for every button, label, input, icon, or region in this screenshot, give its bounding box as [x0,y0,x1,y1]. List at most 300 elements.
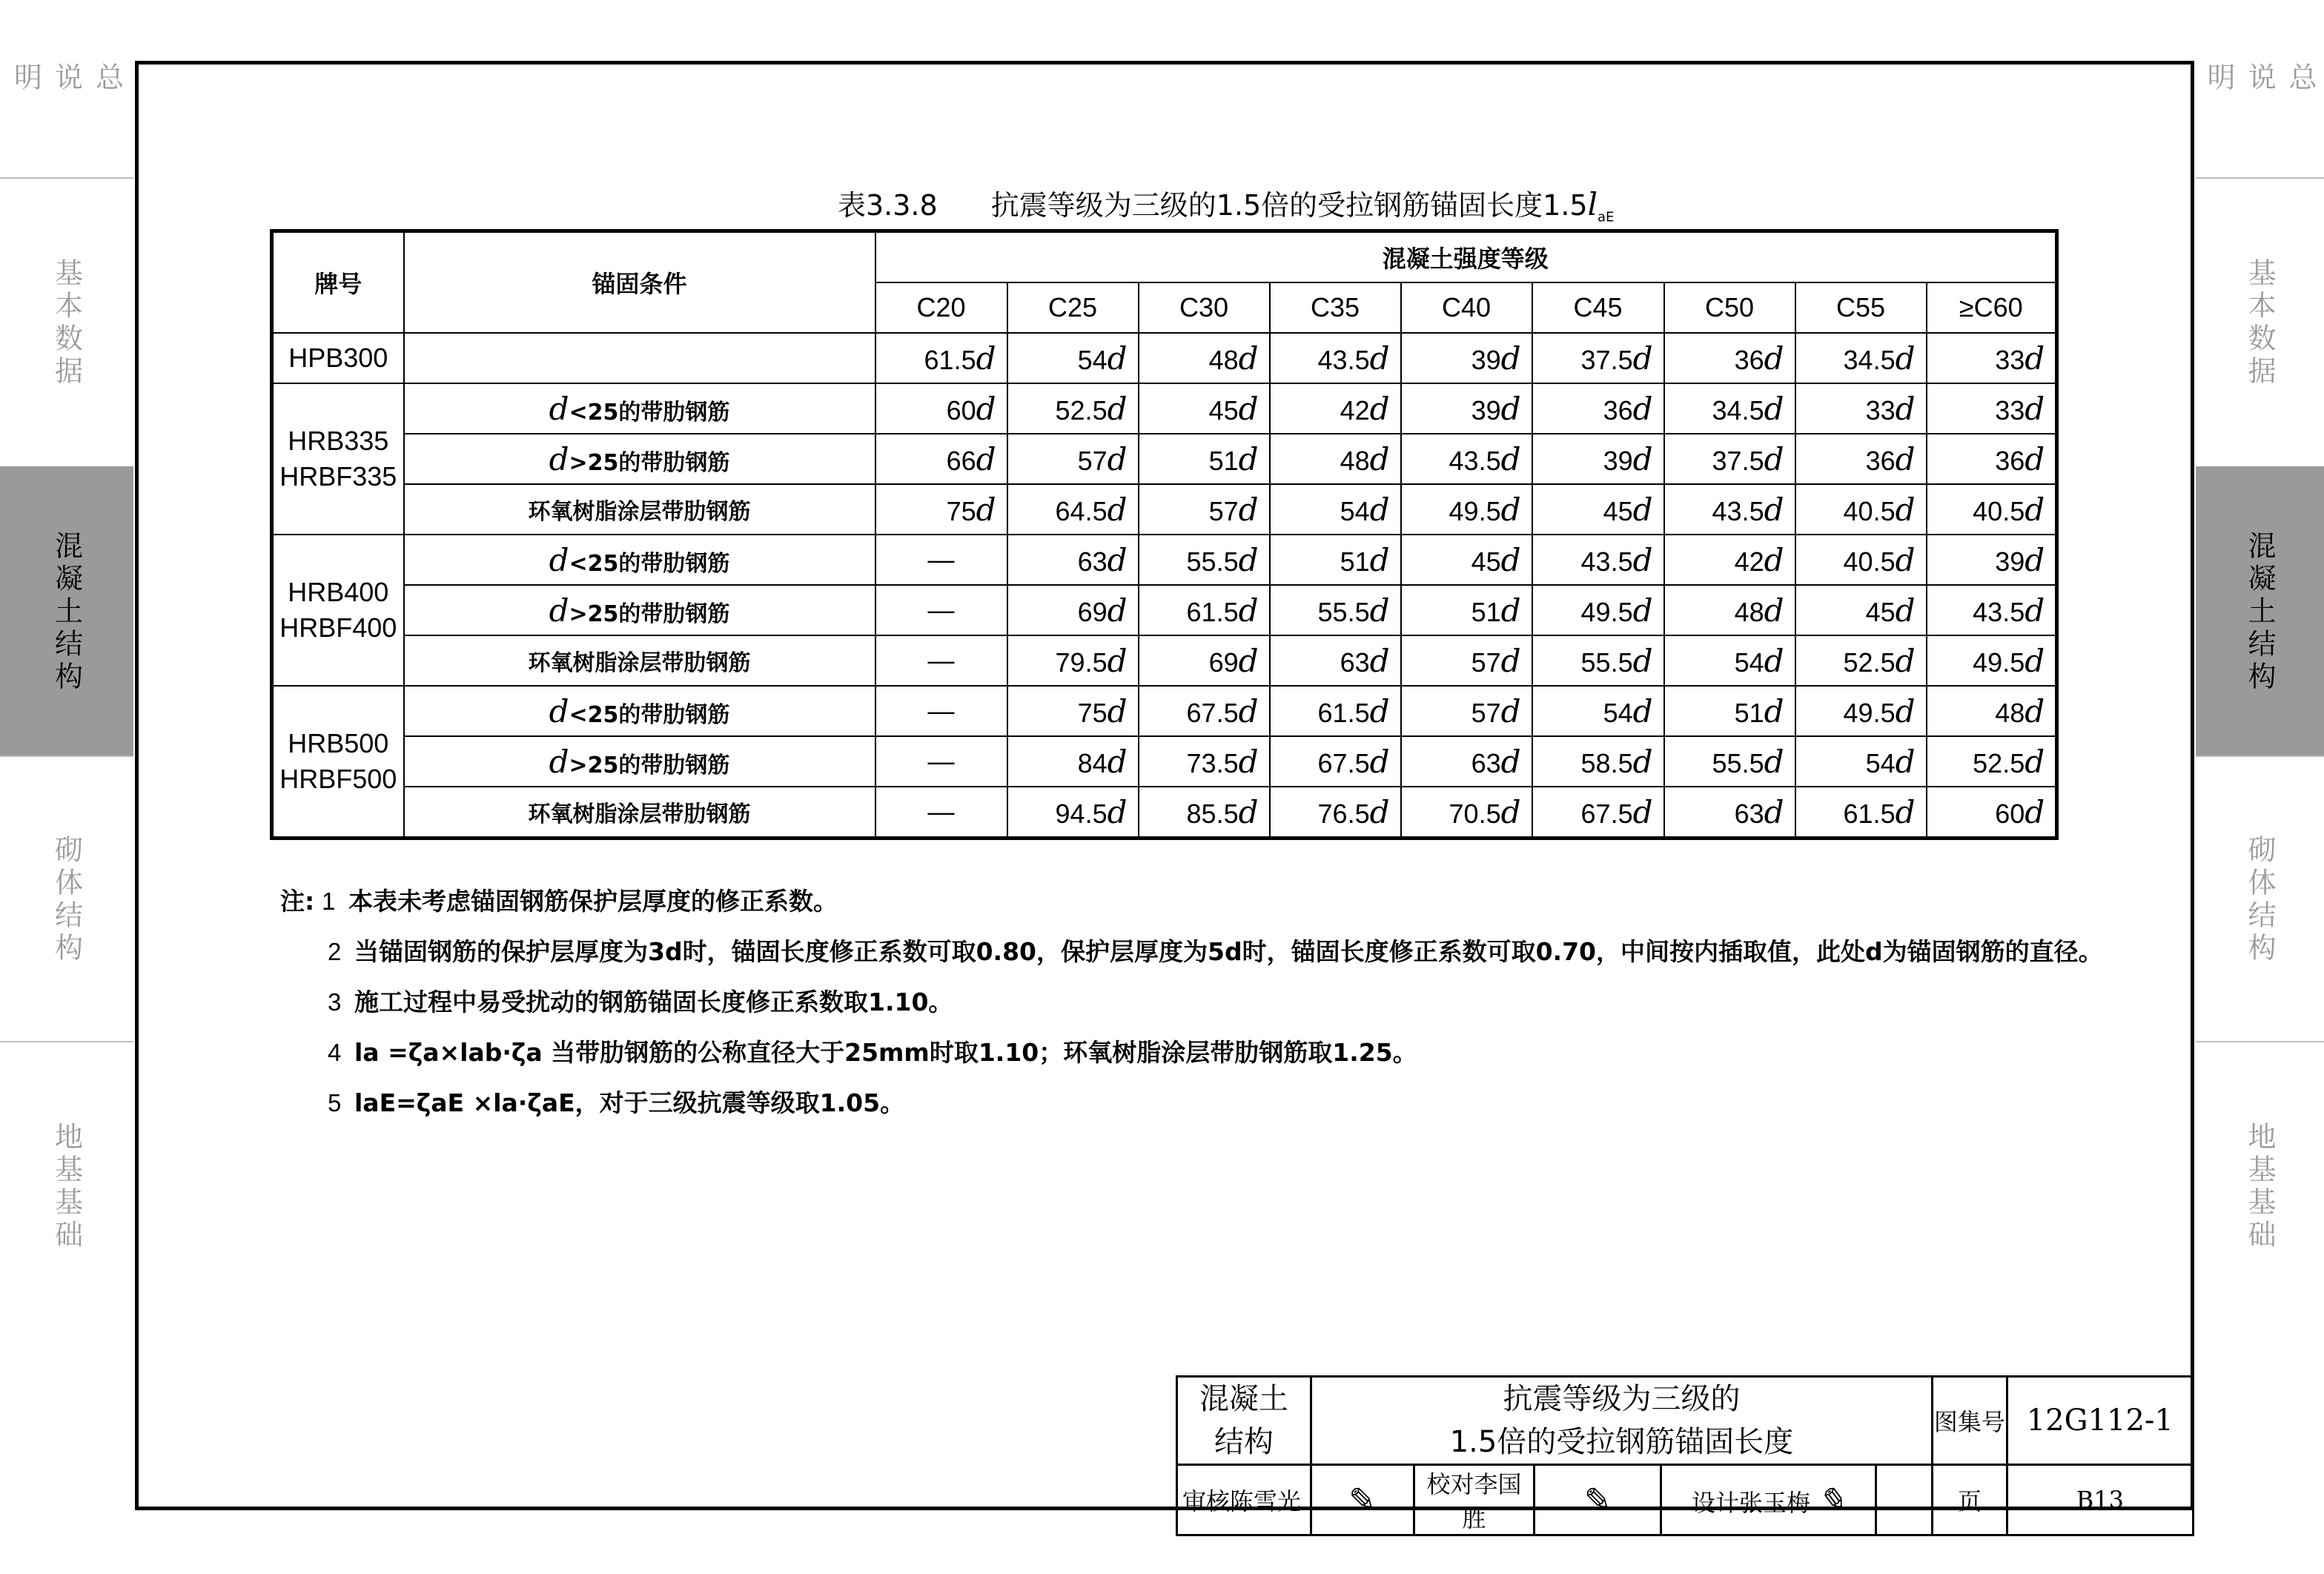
value-number: 34.5 [1843,344,1896,375]
value-cell [1927,635,2057,686]
value-unit: d [1238,592,1259,629]
value-cell [1664,383,1795,434]
value-unit: d [1632,541,1653,578]
value-unit: d [1107,692,1128,730]
value-unit: d [1238,793,1259,830]
value-number: 49.5 [1973,647,2025,678]
value-cell [1139,787,1270,839]
value-cell [1007,736,1139,787]
side-right-tab-3[interactable]: 混凝土结构 [2196,466,2324,757]
value-unit: d [1764,592,1784,629]
value-number: 43.5 [1973,596,2025,627]
value-unit: d [1238,440,1259,477]
value-number: 67.5 [1580,798,1633,829]
grade-header: 牌号 [272,231,404,334]
value-cell [1139,535,1270,585]
value-unit: d [1500,340,1521,377]
table-row [272,434,2057,484]
value-cell [1664,787,1795,839]
table-row [272,585,2057,635]
value-unit: d [1632,440,1653,477]
value-cell [1401,484,1532,535]
value-cell [1139,333,1270,383]
value-unit: d [1632,592,1653,629]
value-number: 60 [946,394,976,426]
value-number: 40.5 [1843,495,1896,526]
value-cell [1401,383,1532,434]
anchorage-condition [404,736,875,787]
strength-grade-3: C35 [1270,282,1401,333]
value-cell [1795,635,1927,686]
value-unit: d [1369,340,1390,377]
value-unit: d [1895,390,1916,427]
value-cell [1270,585,1401,635]
value-number: 39 [1471,394,1501,426]
anchorage-condition: 环氧树脂涂层带肋钢筋 [404,635,875,686]
value-cell [1795,333,1927,383]
value-unit: d [1500,793,1521,830]
side-left-tab-3[interactable]: 混凝土结构 [0,466,133,757]
strength-grade-7: C55 [1795,282,1927,333]
value-unit: d [1764,793,1784,830]
value-cell [1007,383,1139,434]
value-unit: d [1764,340,1784,377]
value-number: 45 [1865,596,1896,627]
value-unit: d [1369,491,1390,528]
value-number: 85.5 [1186,798,1239,829]
title-block [1176,1375,2194,1536]
value-number: 60 [1995,798,2025,829]
value-cell [875,383,1007,434]
value-number: 55.5 [1186,546,1239,577]
anchorage-symbol: l [1587,186,1598,222]
value-number: 43.5 [1317,344,1370,375]
value-cell [1927,333,2057,383]
note-text: 本表未考虑锚固钢筋保护层厚度的修正系数。 [348,887,838,916]
value-unit: d [1238,340,1259,377]
value-cell [1664,333,1795,383]
dash: — [927,645,955,675]
side-left-tab-1[interactable]: 总说明 [9,62,124,123]
tb-check-name: 李国胜 [1462,1470,1522,1532]
anchorage-symbol-sub: aE [1598,209,1615,225]
tb-check [1414,1465,1535,1535]
value-unit: d [1895,642,1916,679]
value-cell [1401,686,1532,736]
value-cell [1270,686,1401,736]
value-unit: d [1107,440,1128,477]
tb-design-signature: ✎ [1818,1481,1846,1519]
table-row [272,383,2057,434]
value-unit: d [2025,491,2045,528]
value-number: 51 [1734,697,1764,728]
tb-review-label: 审核 [1182,1487,1231,1515]
value-number: 58.5 [1580,747,1633,778]
value-number: 57 [1471,697,1501,728]
strength-header: 混凝土强度等级 [875,231,2057,283]
value-cell [1007,484,1139,535]
value-unit: d [2025,390,2045,427]
table-row [272,736,2057,787]
anchorage-condition [404,383,875,434]
value-number: 55.5 [1712,747,1764,778]
value-cell [1401,535,1532,585]
value-unit: d [1500,390,1521,427]
value-cell [1927,484,2057,535]
value-number: 45 [1471,546,1501,577]
value-number: 43.5 [1449,445,1501,476]
value-unit: d [1107,541,1128,578]
value-cell-empty [875,635,1007,686]
value-cell [1795,736,1927,787]
tb-page-label: 页 [1933,1465,2007,1535]
value-number: 36 [1995,445,2025,476]
value-number: 33 [1865,394,1896,426]
value-cell [1401,635,1532,686]
value-unit: d [2025,440,2045,477]
table-row [272,686,2057,736]
value-unit: d [1238,743,1259,780]
value-number: 52.5 [1055,394,1108,426]
value-number: 49.5 [1843,697,1896,728]
value-cell [1270,736,1401,787]
value-cell [1007,635,1139,686]
steel-grade: HRB500 HRBF500 [272,686,404,839]
value-cell [1139,686,1270,736]
value-cell-empty [875,585,1007,635]
anchorage-condition: 环氧树脂涂层带肋钢筋 [404,787,875,839]
value-number: 57 [1471,647,1501,678]
value-cell [1401,434,1532,484]
value-cell [1139,484,1270,535]
anchorage-length-table [270,229,2059,840]
value-cell [1532,585,1664,635]
value-number: 55.5 [1317,596,1370,627]
value-number: 34.5 [1712,394,1764,426]
value-cell [1007,686,1139,736]
value-number: 42 [1340,394,1370,426]
value-cell [1401,736,1532,787]
value-cell [1139,383,1270,434]
value-number: 66 [946,445,976,476]
value-cell [1139,585,1270,635]
strength-grade-6: C50 [1664,282,1795,333]
value-unit: d [1632,390,1653,427]
note-item [328,1084,904,1119]
value-cell [1795,787,1927,839]
notes-prefix: 注: [280,887,315,916]
note-item [322,882,838,917]
side-right-tab-5[interactable]: 地基基础 [2196,1041,2324,1332]
value-number: 57 [1077,445,1108,476]
value-number: 67.5 [1317,747,1370,778]
value-unit: d [2025,793,2045,830]
value-unit: d [1500,541,1521,578]
value-number: 54 [1603,697,1633,728]
value-number: 49.5 [1580,596,1633,627]
value-cell-empty [875,787,1007,839]
value-number: 67.5 [1186,697,1239,728]
value-unit: d [1107,390,1128,427]
value-unit: d [1895,743,1916,780]
dash: — [927,595,955,625]
value-unit: d [1369,440,1390,477]
tb-design-label: 设计 [1691,1488,1739,1517]
value-number: 63 [1340,647,1370,678]
value-cell [1270,535,1401,585]
value-cell [1927,686,2057,736]
value-unit: d [1764,743,1784,780]
value-number: 42 [1734,546,1764,577]
value-cell [1007,585,1139,635]
note-number: 4 [328,1039,342,1066]
side-right-tab-2[interactable]: 基本数据 [2196,177,2324,468]
value-number: 75 [946,495,976,526]
value-number: 39 [1471,344,1501,375]
value-unit: d [1107,793,1128,830]
value-cell [1270,787,1401,839]
note-number: 1 [322,887,336,915]
note-number: 5 [328,1089,342,1117]
value-unit: d [1632,642,1653,679]
tb-design-name: 张玉梅 [1738,1488,1810,1517]
strength-grade-1: C25 [1007,282,1139,333]
value-number: 54 [1734,647,1764,678]
value-unit: d [1238,692,1259,730]
diameter-symbol: d [549,592,569,629]
value-number: 70.5 [1449,798,1501,829]
value-number: 61.5 [924,344,976,375]
value-number: 36 [1865,445,1896,476]
value-unit: d [1369,743,1390,780]
strength-grade-4: C40 [1401,282,1532,333]
tb-page-no: B13 [2007,1465,2193,1535]
value-number: 48 [1340,445,1370,476]
value-cell [1270,434,1401,484]
value-cell [1139,736,1270,787]
tb-check-label: 校对 [1426,1470,1474,1498]
value-unit: d [976,390,996,427]
value-unit: d [1895,491,1916,528]
strength-grade-5: C45 [1532,282,1664,333]
value-cell [1007,333,1139,383]
value-number: 51 [1471,596,1501,627]
condition-text: >25的带肋钢筋 [569,752,730,778]
side-left-tab-4[interactable]: 砌体结构 [0,755,133,1042]
value-cell [1532,635,1664,686]
value-unit: d [2025,592,2045,629]
note-text: laE=ζaE ×la·ζaE，对于三级抗震等级取1.05。 [354,1088,905,1117]
value-cell [1927,585,2057,635]
value-number: 33 [1995,344,2025,375]
value-unit: d [1764,642,1784,679]
value-number: 36 [1734,344,1764,375]
value-cell [1795,383,1927,434]
value-cell [1532,484,1664,535]
note-item [328,933,2103,968]
value-number: 75 [1077,697,1108,728]
value-number: 69 [1208,647,1239,678]
value-cell [875,333,1007,383]
tb-drawing-title [1311,1377,1932,1465]
value-unit: d [2025,692,2045,730]
value-number: 40.5 [1843,546,1896,577]
steel-grade: HRB400 HRBF400 [272,535,404,686]
value-number: 37.5 [1712,445,1764,476]
value-number: 39 [1995,546,2025,577]
value-cell [1532,736,1664,787]
dash: — [927,796,955,827]
value-number: 49.5 [1449,495,1501,526]
side-left-tab-5[interactable]: 地基基础 [0,1041,133,1332]
value-cell-empty [875,686,1007,736]
tb-spacer [1876,1465,1932,1535]
value-number: 52.5 [1843,647,1896,678]
value-number: 79.5 [1055,647,1108,678]
value-number: 45 [1603,495,1633,526]
value-number: 48 [1995,697,2025,728]
value-unit: d [1500,592,1521,629]
value-number: 40.5 [1973,495,2025,526]
value-unit: d [1895,340,1916,377]
value-number: 61.5 [1317,697,1370,728]
table-row [272,635,2057,686]
value-cell [1139,434,1270,484]
value-cell [875,434,1007,484]
value-unit: d [1500,692,1521,730]
value-cell [1270,484,1401,535]
value-unit: d [1764,692,1784,730]
value-unit: d [1238,642,1259,679]
value-unit: d [1500,743,1521,780]
tb-category-line-1: 混凝土 [1199,1382,1288,1416]
value-unit: d [1764,440,1784,477]
value-number: 63 [1077,546,1108,577]
value-number: 48 [1208,344,1239,375]
table-title [838,182,1614,225]
value-unit: d [1764,390,1784,427]
tb-review-signature: ✎ [1311,1465,1414,1535]
note-text: la =ζa×lab·ζa 当带肋钢筋的公称直径大于25mm时取1.10；环氧树脂涂层带肋钢筋取1.25。 [354,1038,1417,1067]
anchorage-condition: 环氧树脂涂层带肋钢筋 [404,484,875,535]
tb-atlas-label: 图集号 [1933,1377,2007,1465]
value-cell [1007,535,1139,585]
anchorage-condition [404,434,875,484]
steel-grade: HPB300 [272,333,404,383]
diameter-symbol: d [549,440,569,477]
value-unit: d [1107,340,1128,377]
value-number: 54 [1865,747,1896,778]
condition-text: >25的带肋钢筋 [569,449,730,476]
value-unit: d [976,440,996,477]
value-cell [1532,333,1664,383]
value-unit: d [1369,642,1390,679]
value-cell [1401,333,1532,383]
condition-text: <25的带肋钢筋 [569,550,730,577]
value-number: 45 [1208,394,1239,426]
side-right-tab-1[interactable]: 总说明 [2202,62,2317,123]
value-number: 63 [1734,798,1764,829]
value-cell [1532,434,1664,484]
note-number: 3 [328,988,342,1016]
value-cell [1401,585,1532,635]
value-cell [1532,535,1664,585]
value-cell [1664,635,1795,686]
value-unit: d [1238,491,1259,528]
value-number: 48 [1734,596,1764,627]
value-number: 43.5 [1712,495,1764,526]
value-number: 84 [1077,747,1108,778]
value-cell [1532,383,1664,434]
value-cell [1007,434,1139,484]
value-number: 52.5 [1973,747,2025,778]
value-number: 39 [1603,445,1633,476]
diameter-symbol: d [549,743,569,780]
value-cell [875,484,1007,535]
value-unit: d [2025,642,2045,679]
value-unit: d [1895,692,1916,730]
table-row [272,787,2057,839]
condition-text: >25的带肋钢筋 [569,601,730,627]
strength-grade-2: C30 [1139,282,1270,333]
table-number: 表3.3.8 [838,189,938,222]
value-number: 61.5 [1186,596,1239,627]
value-number: 69 [1077,596,1108,627]
anchorage-condition [404,535,875,585]
value-unit: d [1764,541,1784,578]
note-item [328,983,953,1018]
value-number: 43.5 [1580,546,1633,577]
value-unit: d [1107,592,1128,629]
strength-grade-0: C20 [875,282,1007,333]
value-number: 94.5 [1055,798,1108,829]
value-cell [1664,484,1795,535]
value-cell [1270,333,1401,383]
value-unit: d [2025,340,2045,377]
steel-grade: HRB335 HRBF335 [272,383,404,535]
tb-check-signature: ✎ [1535,1465,1661,1535]
note-item [328,1034,1417,1068]
value-unit: d [1632,340,1653,377]
value-unit: d [1632,491,1653,528]
value-cell [1664,736,1795,787]
value-unit: d [976,340,996,377]
side-right-tab-4[interactable]: 砌体结构 [2196,755,2324,1042]
value-unit: d [1369,692,1390,730]
value-number: 36 [1603,394,1633,426]
value-number: 33 [1995,394,2025,426]
value-number: 54 [1077,344,1108,375]
tb-review-name: 陈雪光 [1230,1487,1302,1515]
side-left-tab-2[interactable]: 基本数据 [0,177,133,468]
tb-review [1177,1465,1311,1535]
value-unit: d [1895,440,1916,477]
tb-category [1177,1377,1311,1465]
value-cell [1927,787,2057,839]
value-unit: d [1895,592,1916,629]
table-row [272,535,2057,585]
value-cell [1927,736,2057,787]
diameter-symbol: d [549,541,569,578]
table-title-text: 抗震等级为三级的1.5倍的受拉钢筋锚固长度1.5 [990,189,1588,222]
value-unit: d [1632,793,1653,830]
value-cell [1927,535,2057,585]
value-number: 55.5 [1580,647,1633,678]
value-unit: d [1369,390,1390,427]
value-cell [1927,383,2057,434]
value-cell [1139,635,1270,686]
value-number: 61.5 [1843,798,1896,829]
